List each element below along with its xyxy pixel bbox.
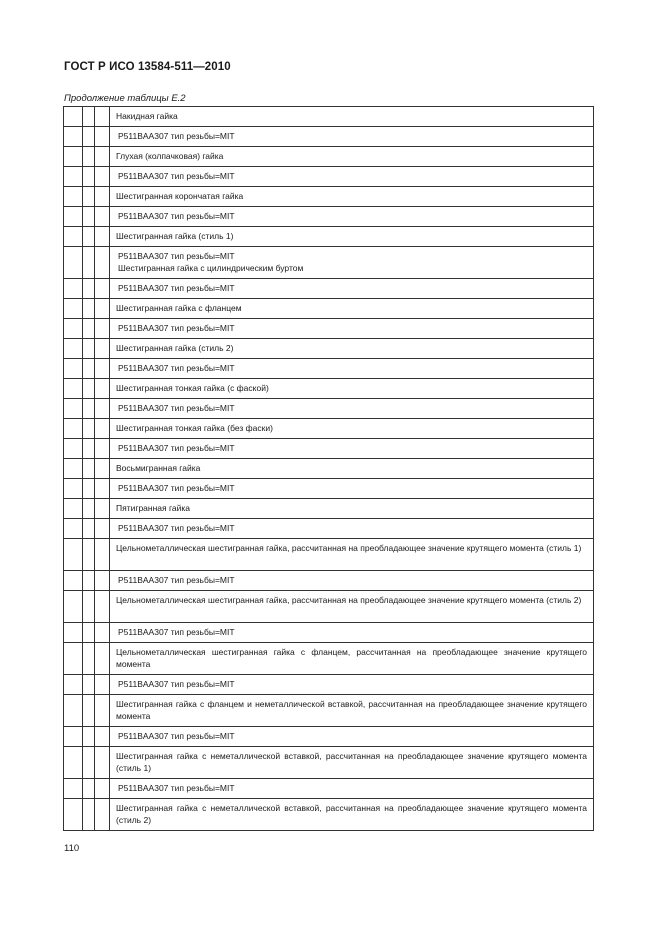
empty-cell [95,147,110,167]
table-row [64,727,594,747]
table-row [64,279,594,299]
table-row [64,799,594,831]
nut-name-cell: Шестигранная гайка с неметаллической вставкой, рассчитанная на преобладающее значение крутящего момента (стиль 1) [110,747,594,779]
empty-cell [64,779,83,799]
table-row [64,127,594,147]
thread-type-cell: P511BAA307 тип резьбы=MIT Шестигранная гайка с цилиндрическим буртом [110,247,594,279]
empty-cell [95,399,110,419]
empty-cell [83,227,95,247]
empty-cell [83,747,95,779]
empty-cell [95,623,110,643]
nuts-table [63,106,594,831]
thread-type-cell: P511BAA307 тип резьбы=MIT [110,127,594,147]
table-row [64,571,594,591]
table-row [64,519,594,539]
empty-cell [83,207,95,227]
empty-cell [64,299,83,319]
thread-type-cell: P511BAA307 тип резьбы=MIT [110,319,594,339]
nut-name-cell: Цельнометаллическая шестигранная гайка, рассчитанная на преобладающее значение крутящего момента (стиль 2) [110,591,594,623]
empty-cell [83,339,95,359]
empty-cell [95,167,110,187]
nut-name-cell: Цельнометаллическая шестигранная гайка, рассчитанная на преобладающее значение крутящего момента (стиль 1) [110,539,594,571]
empty-cell [64,675,83,695]
empty-cell [64,419,83,439]
empty-cell [64,459,83,479]
empty-cell [95,519,110,539]
nut-name-cell: Шестигранная гайка с фланцем и неметаллической вставкой, рассчитанная на преобладающее значение крутящего момента [110,695,594,727]
table-row [64,479,594,499]
empty-cell [95,643,110,675]
empty-cell [83,167,95,187]
empty-cell [95,419,110,439]
empty-cell [64,359,83,379]
empty-cell [64,695,83,727]
empty-cell [95,227,110,247]
empty-cell [64,167,83,187]
table-row [64,339,594,359]
empty-cell [83,571,95,591]
nut-name-cell: Пятигранная гайка [110,499,594,519]
table-row [64,779,594,799]
empty-cell [95,727,110,747]
empty-cell [95,279,110,299]
table-row [64,187,594,207]
empty-cell [64,379,83,399]
empty-cell [83,675,95,695]
empty-cell [95,675,110,695]
empty-cell [64,227,83,247]
empty-cell [64,747,83,779]
empty-cell [83,379,95,399]
nut-name-cell: Шестигранная гайка с неметаллической вставкой, рассчитанная на преобладающее значение крутящего момента (стиль 2) [110,799,594,831]
empty-cell [95,439,110,459]
table-row [64,675,594,695]
empty-cell [64,643,83,675]
empty-cell [83,399,95,419]
thread-type-cell: P511BAA307 тип резьбы=MIT [110,207,594,227]
empty-cell [83,519,95,539]
table-body [64,107,594,831]
empty-cell [64,519,83,539]
empty-cell [83,499,95,519]
thread-type-cell: P511BAA307 тип резьбы=MIT [110,479,594,499]
nut-name-cell: Шестигранная тонкая гайка (с фаской) [110,379,594,399]
empty-cell [64,279,83,299]
nut-name-cell: Шестигранная тонкая гайка (без фаски) [110,419,594,439]
empty-cell [95,779,110,799]
empty-cell [83,279,95,299]
empty-cell [95,359,110,379]
table-row [64,299,594,319]
empty-cell [95,379,110,399]
empty-cell [83,779,95,799]
table-row [64,147,594,167]
empty-cell [64,439,83,459]
table-row [64,539,594,571]
empty-cell [83,247,95,279]
empty-cell [95,539,110,571]
nut-name-cell: Шестигранная гайка с фланцем [110,299,594,319]
table-caption: Продолжение таблицы Е.2 [64,93,186,104]
table-row [64,747,594,779]
nut-name-cell: Шестигранная гайка (стиль 2) [110,339,594,359]
empty-cell [95,591,110,623]
thread-type-cell: P511BAA307 тип резьбы=MIT [110,675,594,695]
thread-type-cell: P511BAA307 тип резьбы=MIT [110,439,594,459]
table-row [64,359,594,379]
empty-cell [64,247,83,279]
table-row [64,167,594,187]
empty-cell [95,247,110,279]
empty-cell [83,147,95,167]
table-row [64,247,594,279]
thread-type-cell: P511BAA307 тип резьбы=MIT [110,399,594,419]
empty-cell [95,695,110,727]
table-row [64,107,594,127]
empty-cell [83,319,95,339]
empty-cell [64,623,83,643]
table-row [64,623,594,643]
empty-cell [64,399,83,419]
table-row [64,591,594,623]
empty-cell [83,419,95,439]
table-row [64,439,594,459]
table-row [64,459,594,479]
table-row [64,419,594,439]
table-row [64,379,594,399]
empty-cell [64,187,83,207]
table-row [64,643,594,675]
empty-cell [83,643,95,675]
empty-cell [95,207,110,227]
thread-type-cell: P511BAA307 тип резьбы=MIT [110,727,594,747]
empty-cell [83,299,95,319]
empty-cell [64,107,83,127]
empty-cell [95,127,110,147]
page-number: 110 [64,843,80,854]
nut-name-cell: Глухая (колпачковая) гайка [110,147,594,167]
empty-cell [95,799,110,831]
nut-name-cell: Накидная гайка [110,107,594,127]
empty-cell [95,479,110,499]
nut-name-cell: Шестигранная корончатая гайка [110,187,594,207]
thread-type-cell: P511BAA307 тип резьбы=MIT [110,359,594,379]
table-row [64,319,594,339]
empty-cell [64,339,83,359]
thread-type-cell: P511BAA307 тип резьбы=MIT [110,571,594,591]
table-row [64,227,594,247]
empty-cell [64,571,83,591]
empty-cell [95,319,110,339]
nut-name-cell: Цельнометаллическая шестигранная гайка с фланцем, рассчитанная на преобладающее значение крутящего момента [110,643,594,675]
empty-cell [83,727,95,747]
empty-cell [64,479,83,499]
empty-cell [83,459,95,479]
empty-cell [83,107,95,127]
nut-name-cell: Шестигранная гайка (стиль 1) [110,227,594,247]
empty-cell [83,539,95,571]
thread-type-cell: P511BAA307 тип резьбы=MIT [110,167,594,187]
empty-cell [64,799,83,831]
empty-cell [83,359,95,379]
empty-cell [83,479,95,499]
empty-cell [95,299,110,319]
table-row [64,695,594,727]
empty-cell [64,127,83,147]
thread-type-cell: P511BAA307 тип резьбы=MIT [110,623,594,643]
empty-cell [83,695,95,727]
table-row [64,499,594,519]
thread-type-cell: P511BAA307 тип резьбы=MIT [110,519,594,539]
empty-cell [95,571,110,591]
empty-cell [95,187,110,207]
empty-cell [83,187,95,207]
document-header: ГОСТ Р ИСО 13584-511—2010 [64,61,231,73]
empty-cell [83,127,95,147]
thread-type-cell: P511BAA307 тип резьбы=MIT [110,779,594,799]
empty-cell [95,459,110,479]
empty-cell [64,591,83,623]
empty-cell [83,439,95,459]
empty-cell [83,623,95,643]
empty-cell [64,499,83,519]
empty-cell [64,147,83,167]
thread-type-cell: P511BAA307 тип резьбы=MIT [110,279,594,299]
empty-cell [83,591,95,623]
empty-cell [95,339,110,359]
empty-cell [95,747,110,779]
nut-name-cell: Восьмигранная гайка [110,459,594,479]
table-row [64,207,594,227]
empty-cell [64,727,83,747]
empty-cell [95,107,110,127]
empty-cell [83,799,95,831]
empty-cell [64,207,83,227]
empty-cell [64,319,83,339]
empty-cell [64,539,83,571]
table-row [64,399,594,419]
empty-cell [95,499,110,519]
